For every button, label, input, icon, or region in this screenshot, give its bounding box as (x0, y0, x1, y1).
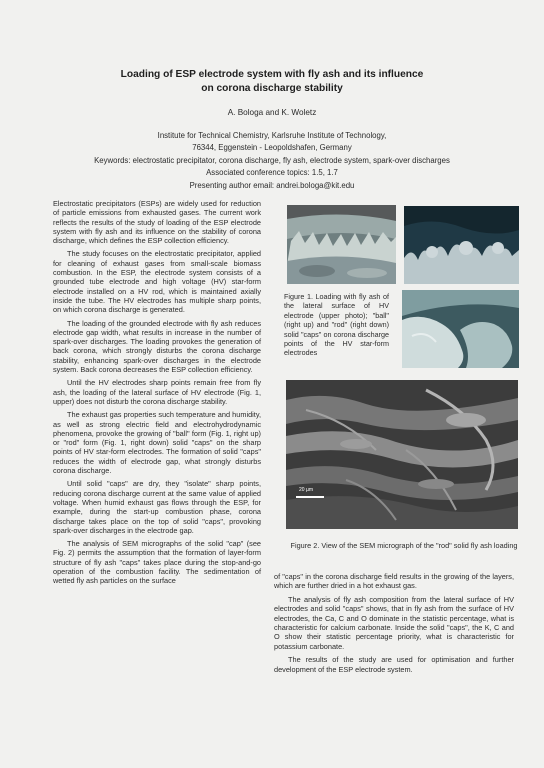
sem-scale-label: 20 µm (299, 487, 313, 493)
affiliation-line-2: 76344, Eggenstein - Leopoldshafen, Germany (192, 143, 352, 153)
paragraph: The study focuses on the electrostatic precipitator, applied for cleaning of exhaust gases from small-scale biomass combustion. In the ESP, the electrode system consists of a grounded tube electrode and high voltage (HV) star-form electrode installed on a HV rod, which is maintained axially inside the tube. The HV electrodes has multiple sharp points, on which corona discharge is generated. (53, 249, 261, 315)
paragraph: The exhaust gas properties such temperature and humidity, as well as strong electric field and electrohydrodynamic phenomena, provoke the growing of "ball" form (Fig. 1, right up) or "rod" form (Fig. 1, right down) solid "caps" on the sharp points of HV star-form electrodes. The formation of solid "caps" reduces the width of electrode gap, what strongly disturbs corona discharge. (53, 410, 261, 476)
keywords: Keywords: electrostatic precipitator, corona discharge, fly ash, electrode system, spark-over discharges (94, 155, 450, 165)
paper-title (60, 68, 484, 96)
paragraph: The results of the study are used for optimisation and further development of the ESP electrode system. (274, 655, 514, 674)
figure2-caption: Figure 2. View of the SEM micrograph of the "rod" solid fly ash loading (290, 541, 518, 550)
affiliation-block (40, 130, 504, 192)
title-line-1: Loading of ESP electrode system with fly ash and its influence (120, 69, 424, 80)
paragraph: The loading of the grounded electrode with fly ash reduces electrode gap width, what results in increase in the number of spark-over discharges. The loading provokes the generation of back corona, which strongly disturbs the corona discharge stability, enhancing spark-over discharges in the electrode system. Back corona decreases the ESP collection efficiency. (53, 318, 261, 375)
figure1-ball-caps-photo (404, 206, 519, 284)
paragraph: Until the HV electrodes sharp points remain free from fly ash, the loading of the lateral surface of HV electrode (Fig. 1, upper) does not disturb the corona discharge stability. (53, 378, 261, 406)
paragraph: of "caps" in the corona discharge field results in the growing of the layers, which are further dried in a hot exhaust gas. (274, 572, 514, 591)
affiliation-line-1: Institute for Technical Chemistry, Karlsruhe Institute of Technology, (157, 131, 387, 140)
left-column (53, 199, 261, 590)
right-column (274, 572, 514, 678)
figure1-upper-photo (287, 205, 396, 284)
paragraph: The analysis of fly ash composition from the lateral surface of HV electrodes and solid "caps" shows, that in fly ash from the surface of HV electrodes, the Ca, C and O dominate in the statistic percentage, what is characteristic for calcium carbonate. Inside the solid "caps", the K, C and O show their statistic percentage priority, what is characteristic for potassium carbonate. (274, 594, 514, 651)
authors: A. Bologa and K. Woletz (227, 108, 317, 117)
paragraph: The analysis of SEM micrographs of the solid "cap" (see Fig. 2) permits the assumption that the formation of layer-form structure of fly ash "caps" takes place during the stop-and-go operation of the combustion facility. The sedimentation of wetted fly ash particles on the surface (53, 539, 261, 586)
sem-scale-bar (296, 496, 324, 498)
title-line-2: on corona discharge stability (201, 83, 343, 94)
conference-topics: Associated conference topics: 1.5, 1.7 (206, 168, 338, 178)
figure2-sem-micrograph (286, 380, 518, 529)
figure1-caption: Figure 1. Loading with fly ash of the lateral surface of HV electrode (upper photo); "ball" (right up) and "rod" (right down) solid "caps" on corona discharge points of the HV star-form electrodes (284, 292, 389, 358)
figure1-rod-caps-photo (402, 290, 519, 368)
paragraph: Until solid "caps" are dry, they "isolate" sharp points, reducing corona discharge current at the same value of applied voltage. When humid exhaust gas flows through the ESP, for example, during the start-up combustion phase, corona discharge takes place on the top of solid "caps", provoking spark-over discharges in the electrode gap. (53, 479, 261, 535)
presenting-author: Presenting author email: andrei.bologa@kit.edu (189, 180, 355, 190)
paragraph: Electrostatic precipitators (ESPs) are widely used for reduction of particle emissions from exhausted gases. The current work reflects the results of the study of loading of the ESP electrode system with fly ash and its influence on the stability of corona discharge, which defines the ESP collection efficiency. (53, 199, 261, 246)
